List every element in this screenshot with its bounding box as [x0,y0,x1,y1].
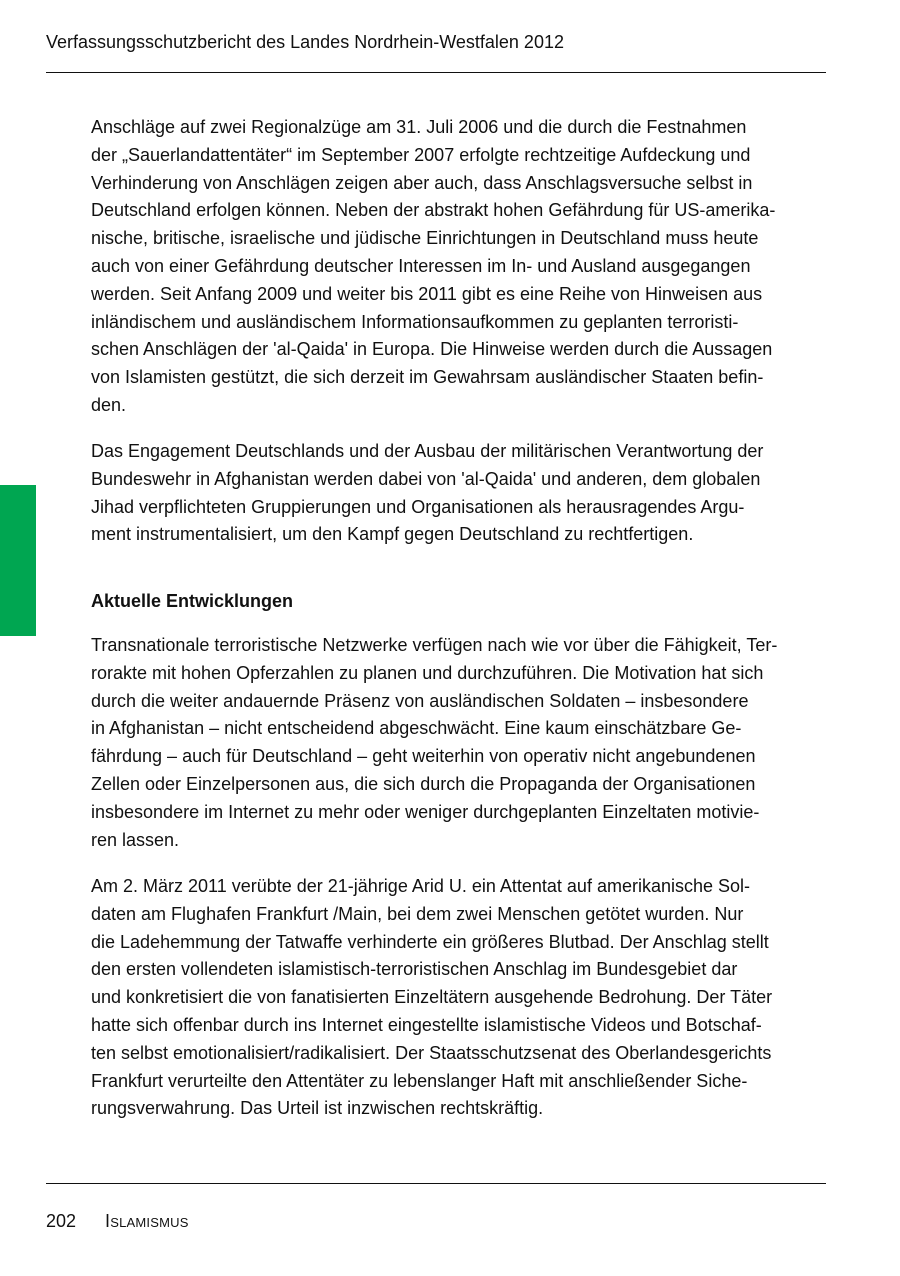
chapter-tab-marker [0,485,36,636]
running-footer-section: Islamismus [105,1211,189,1231]
paragraph-line: Jihad verpflichteten Gruppierungen und Organisationen als herausragendes Argu- [91,496,745,517]
body-paragraph-3 [91,632,831,854]
paragraph-line: von Islamisten gestützt, die sich derzeit im Gewahrsam ausländischer Staaten befin- [91,367,764,388]
paragraph-line: nische, britische, israelische und jüdische Einrichtungen in Deutschland muss heute [91,228,759,249]
paragraph-line: Transnationale terroristische Netzwerke verfügen nach wie vor über die Fähigkeit, Ter- [91,635,778,655]
paragraph-line: Frankfurt verurteilte den Attentäter zu lebenslanger Haft mit anschließender Siche- [91,1070,748,1091]
paragraph-line: Anschläge auf zwei Regionalzüge am 31. Juli 2006 und die durch die Festnahmen [91,117,747,137]
paragraph-line: den ersten vollendeten islamistisch-terroristischen Anschlag im Bundesgebiet dar [91,959,738,980]
paragraph-line: insbesondere im Internet zu mehr oder weniger durchgeplanten Einzeltaten motivie- [91,801,760,822]
paragraph-line: auch von einer Gefährdung deutscher Interessen im In- und Ausland ausgegangen [91,255,751,276]
paragraph-line: werden. Seit Anfang 2009 und weiter bis 2011 gibt es eine Reihe von Hinweisen aus [91,283,763,304]
paragraph-line: schen Anschlägen der 'al-Qaida' in Europa. Die Hinweise werden durch die Aussagen [91,339,773,360]
paragraph-line: ment instrumentalisiert, um den Kampf gegen Deutschland zu rechtfertigen. [91,524,694,545]
paragraph-line: durch die weiter andauernde Präsenz von ausländischen Soldaten – insbesondere [91,690,749,711]
body-paragraph-1 [91,114,831,420]
paragraph-line: rungsverwahrung. Das Urteil ist inzwischen rechtskräftig. [91,1098,544,1119]
paragraph-line: rorakte mit hohen Opferzahlen zu planen und durchzuführen. Die Motivation hat sich [91,662,764,683]
paragraph-line: fährdung – auch für Deutschland – geht weiterhin von operativ nicht angebundenen [91,746,756,767]
paragraph-line: daten am Flughafen Frankfurt /Main, bei dem zwei Menschen getötet wurden. Nur [91,903,744,924]
paragraph-line: die Ladehemmung der Tatwaffe verhinderte ein größeres Blutbad. Der Anschlag stellt [91,931,769,952]
paragraph-line: inländischem und ausländischem Informationsaufkommen zu geplanten terroristi- [91,311,739,332]
paragraph-line: Das Engagement Deutschlands und der Ausbau der militärischen Verantwortung der [91,441,764,461]
paragraph-line: Deutschland erfolgen können. Neben der abstrakt hohen Gefährdung für US-amerika- [91,200,776,221]
paragraph-line: ten selbst emotionalisiert/radikalisiert. Der Staatsschutzsenat des Oberlandesgerichts [91,1042,772,1063]
paragraph-line: Am 2. März 2011 verübte der 21-jährige Arid U. ein Attentat auf amerikanische Sol- [91,876,751,896]
body-paragraph-2 [91,438,831,549]
paragraph-line: Verhinderung von Anschlägen zeigen aber auch, dass Anschlagsversuche selbst in [91,172,753,193]
section-heading: Aktuelle Entwicklungen [91,591,294,611]
paragraph-line: den. [91,394,127,415]
paragraph-line: und konkretisiert die von fanatisierten Einzeltätern ausgehende Bedrohung. Der Täter [91,987,773,1008]
paragraph-line: hatte sich offenbar durch ins Internet eingestellte islamistische Videos und Botschaf- [91,1014,762,1035]
running-header-title: Verfassungsschutzbericht des Landes Nordrhein-Westfalen 2012 [46,32,564,52]
body-paragraph-4 [91,873,831,1123]
paragraph-line: Bundeswehr in Afghanistan werden dabei von 'al-Qaida' und anderen, dem globalen [91,468,761,489]
footer-divider [46,1183,826,1184]
paragraph-line: Zellen oder Einzelpersonen aus, die sich durch die Propaganda der Organisationen [91,773,756,794]
paragraph-line: ren lassen. [91,829,180,850]
paragraph-line: in Afghanistan – nicht entscheidend abgeschwächt. Eine kaum einschätzbare Ge- [91,718,742,739]
page-number: 202 [46,1211,77,1231]
paragraph-line: der „Sauerlandattentäter“ im September 2007 erfolgte rechtzeitige Aufdeckung und [91,144,751,165]
header-divider [46,72,826,73]
